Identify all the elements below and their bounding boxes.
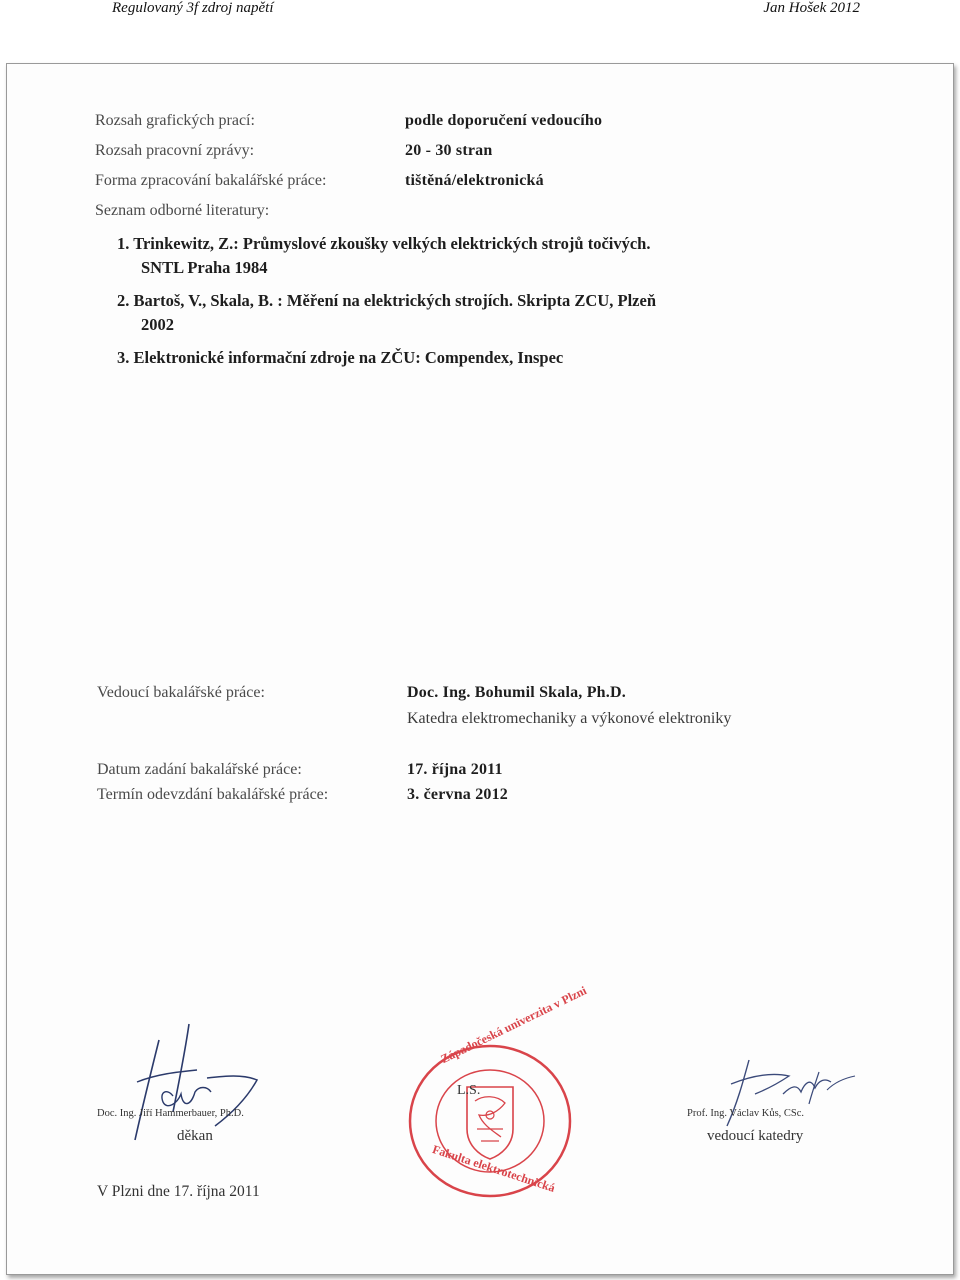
field-label-form: Forma zpracování bakalářské práce: <box>95 172 327 189</box>
faculty-stamp <box>405 1041 575 1201</box>
field-label-literature: Seznam odborné literatury: <box>95 202 270 219</box>
submission-date-value: 3. června 2012 <box>407 786 509 803</box>
supervisor-department: Katedra elektromechaniky a výkonové elektroniky <box>407 710 732 727</box>
field-label-report-scope: Rozsah pracovní zprávy: <box>95 142 255 159</box>
header-title: Regulovaný 3f zdroj napětí <box>112 0 274 16</box>
running-header <box>0 0 960 22</box>
reference-item <box>117 232 650 280</box>
dean-name: Doc. Ing. Jiří Hammerbauer, Ph.D. <box>97 1108 244 1119</box>
reference-line1: Bartoš, V., Skala, B. : Měření na elektrických strojích. Skripta ZCU, Plzeň <box>133 291 656 310</box>
department-head-role: vedoucí katedry <box>707 1128 804 1144</box>
assignment-date-value: 17. října 2011 <box>407 761 503 778</box>
assignment-date-label: Datum zadání bakalářské práce: <box>97 761 302 778</box>
department-head-signature <box>697 1054 867 1134</box>
reference-line1: Trinkewitz, Z.: Průmyslové zkoušky velkých elektrických strojů točivých. <box>133 234 651 253</box>
field-label-graphic-scope: Rozsah grafických prací: <box>95 112 255 129</box>
reference-number: 3. <box>117 348 130 367</box>
supervisor-name: Doc. Ing. Bohumil Skala, Ph.D. <box>407 684 626 701</box>
scanned-assignment-page <box>6 63 954 1275</box>
stamp-ls-text: L.S. <box>457 1083 481 1098</box>
stamp-bottom-text: Fakulta elektrotechnická <box>430 1142 557 1195</box>
reference-line2: 2002 <box>141 315 174 334</box>
header-author-year: Jan Hošek 2012 <box>763 0 860 16</box>
reference-item <box>117 346 563 370</box>
supervisor-label: Vedoucí bakalářské práce: <box>97 684 265 701</box>
department-head-name: Prof. Ing. Václav Kůs, CSc. <box>687 1108 805 1119</box>
reference-item <box>117 289 656 337</box>
field-value-form: tištěná/elektronická <box>405 172 544 189</box>
place-and-date: V Plzni dne 17. října 2011 <box>97 1183 260 1200</box>
reference-line1: Elektronické informační zdroje na ZČU: Compendex, Inspec <box>133 348 564 367</box>
field-value-report-scope: 20 - 30 stran <box>405 142 493 159</box>
reference-line2: SNTL Praha 1984 <box>141 258 268 277</box>
reference-number: 2. <box>117 291 130 310</box>
reference-number: 1. <box>117 234 130 253</box>
stamp-top-text: Západočeská univerzita v Plzni <box>438 983 589 1067</box>
submission-date-label: Termín odevzdání bakalářské práce: <box>97 786 329 803</box>
dean-role: děkan <box>177 1128 213 1144</box>
field-value-graphic-scope: podle doporučení vedoucího <box>405 112 603 129</box>
